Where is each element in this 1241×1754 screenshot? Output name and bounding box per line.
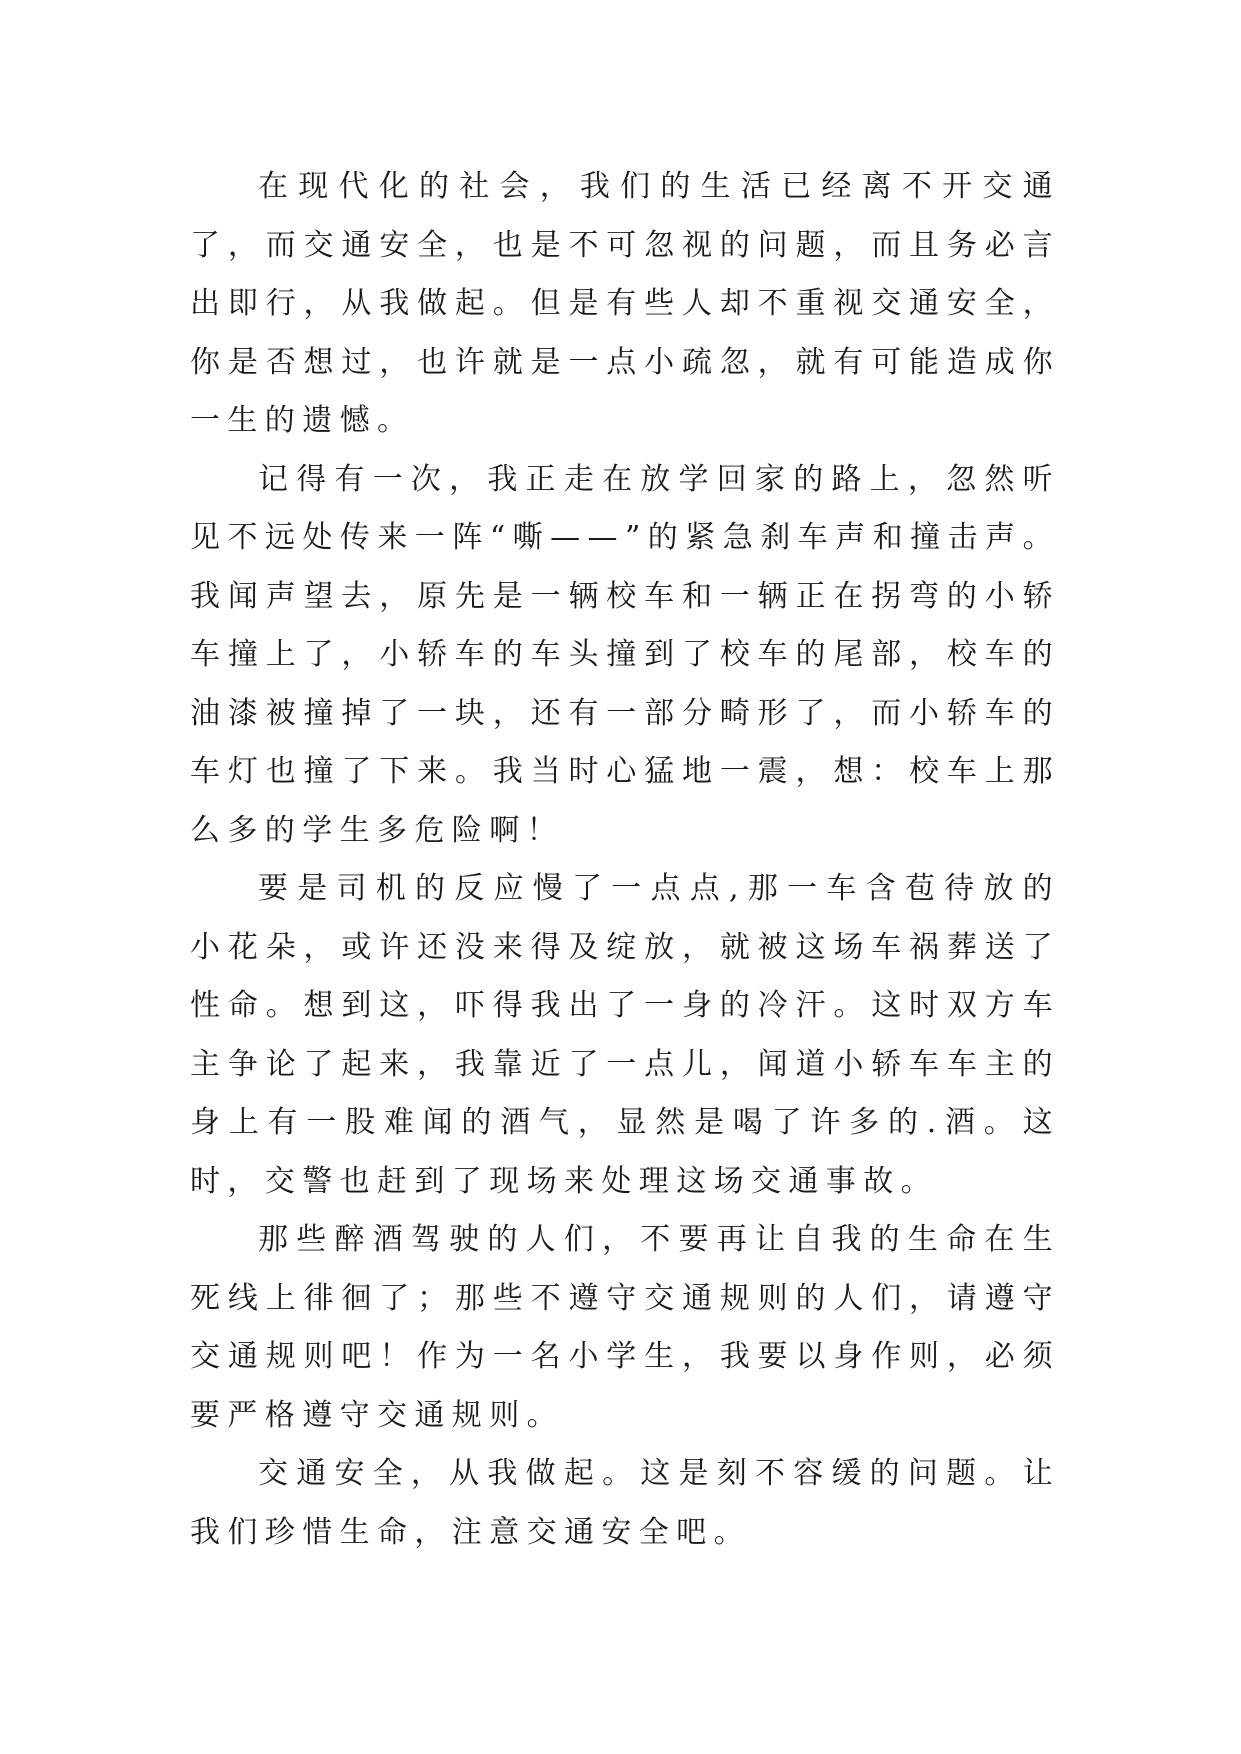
paragraph-1: 在现代化的社会，我们的生活已经离不开交通了，而交通安全，也是不可忽视的问题，而且务必言出即行，从我做起。但是有些人却不重视交通安全，你是否想过，也许就是一点小疏忽，就有可能造成你一生的遗憾。 — [190, 169, 1060, 438]
paragraph-5: 交通安全，从我做起。这是刻不容缓的问题。让我们珍惜生命，注意交通安全吧。 — [190, 1456, 1060, 1550]
essay-body — [190, 158, 1060, 1562]
paragraph-4: 那些醉酒驾驶的人们，不要再让自我的生命在生死线上徘徊了；那些不遵守交通规则的人们，请遵守交通规则吧！作为一名小学生，我要以身作则，必须要严格遵守交通规则。 — [190, 1222, 1060, 1433]
paragraph-3: 要是司机的反应慢了一点点,那一车含苞待放的小花朵，或许还没来得及绽放，就被这场车祸葬送了性命。想到这，吓得我出了一身的冷汗。这时双方车主争论了起来，我靠近了一点儿，闻道小轿车车主的身上有一股难闻的酒气，显然是喝了许多的.酒。这时，交警也赶到了现场来处理这场交通事故。 — [190, 871, 1060, 1199]
paragraph-2: 记得有一次，我正走在放学回家的路上，忽然听见不远处传来一阵“嘶——”的紧急刹车声和撞击声。我闻声望去，原先是一辆校车和一辆正在拐弯的小轿车撞上了，小轿车的车头撞到了校车的尾部，校车的油漆被撞掉了一块，还有一部分畸形了，而小轿车的车灯也撞了下来。我当时心猛地一震，想：校车上那么多的学生多危险啊！ — [190, 461, 1060, 848]
